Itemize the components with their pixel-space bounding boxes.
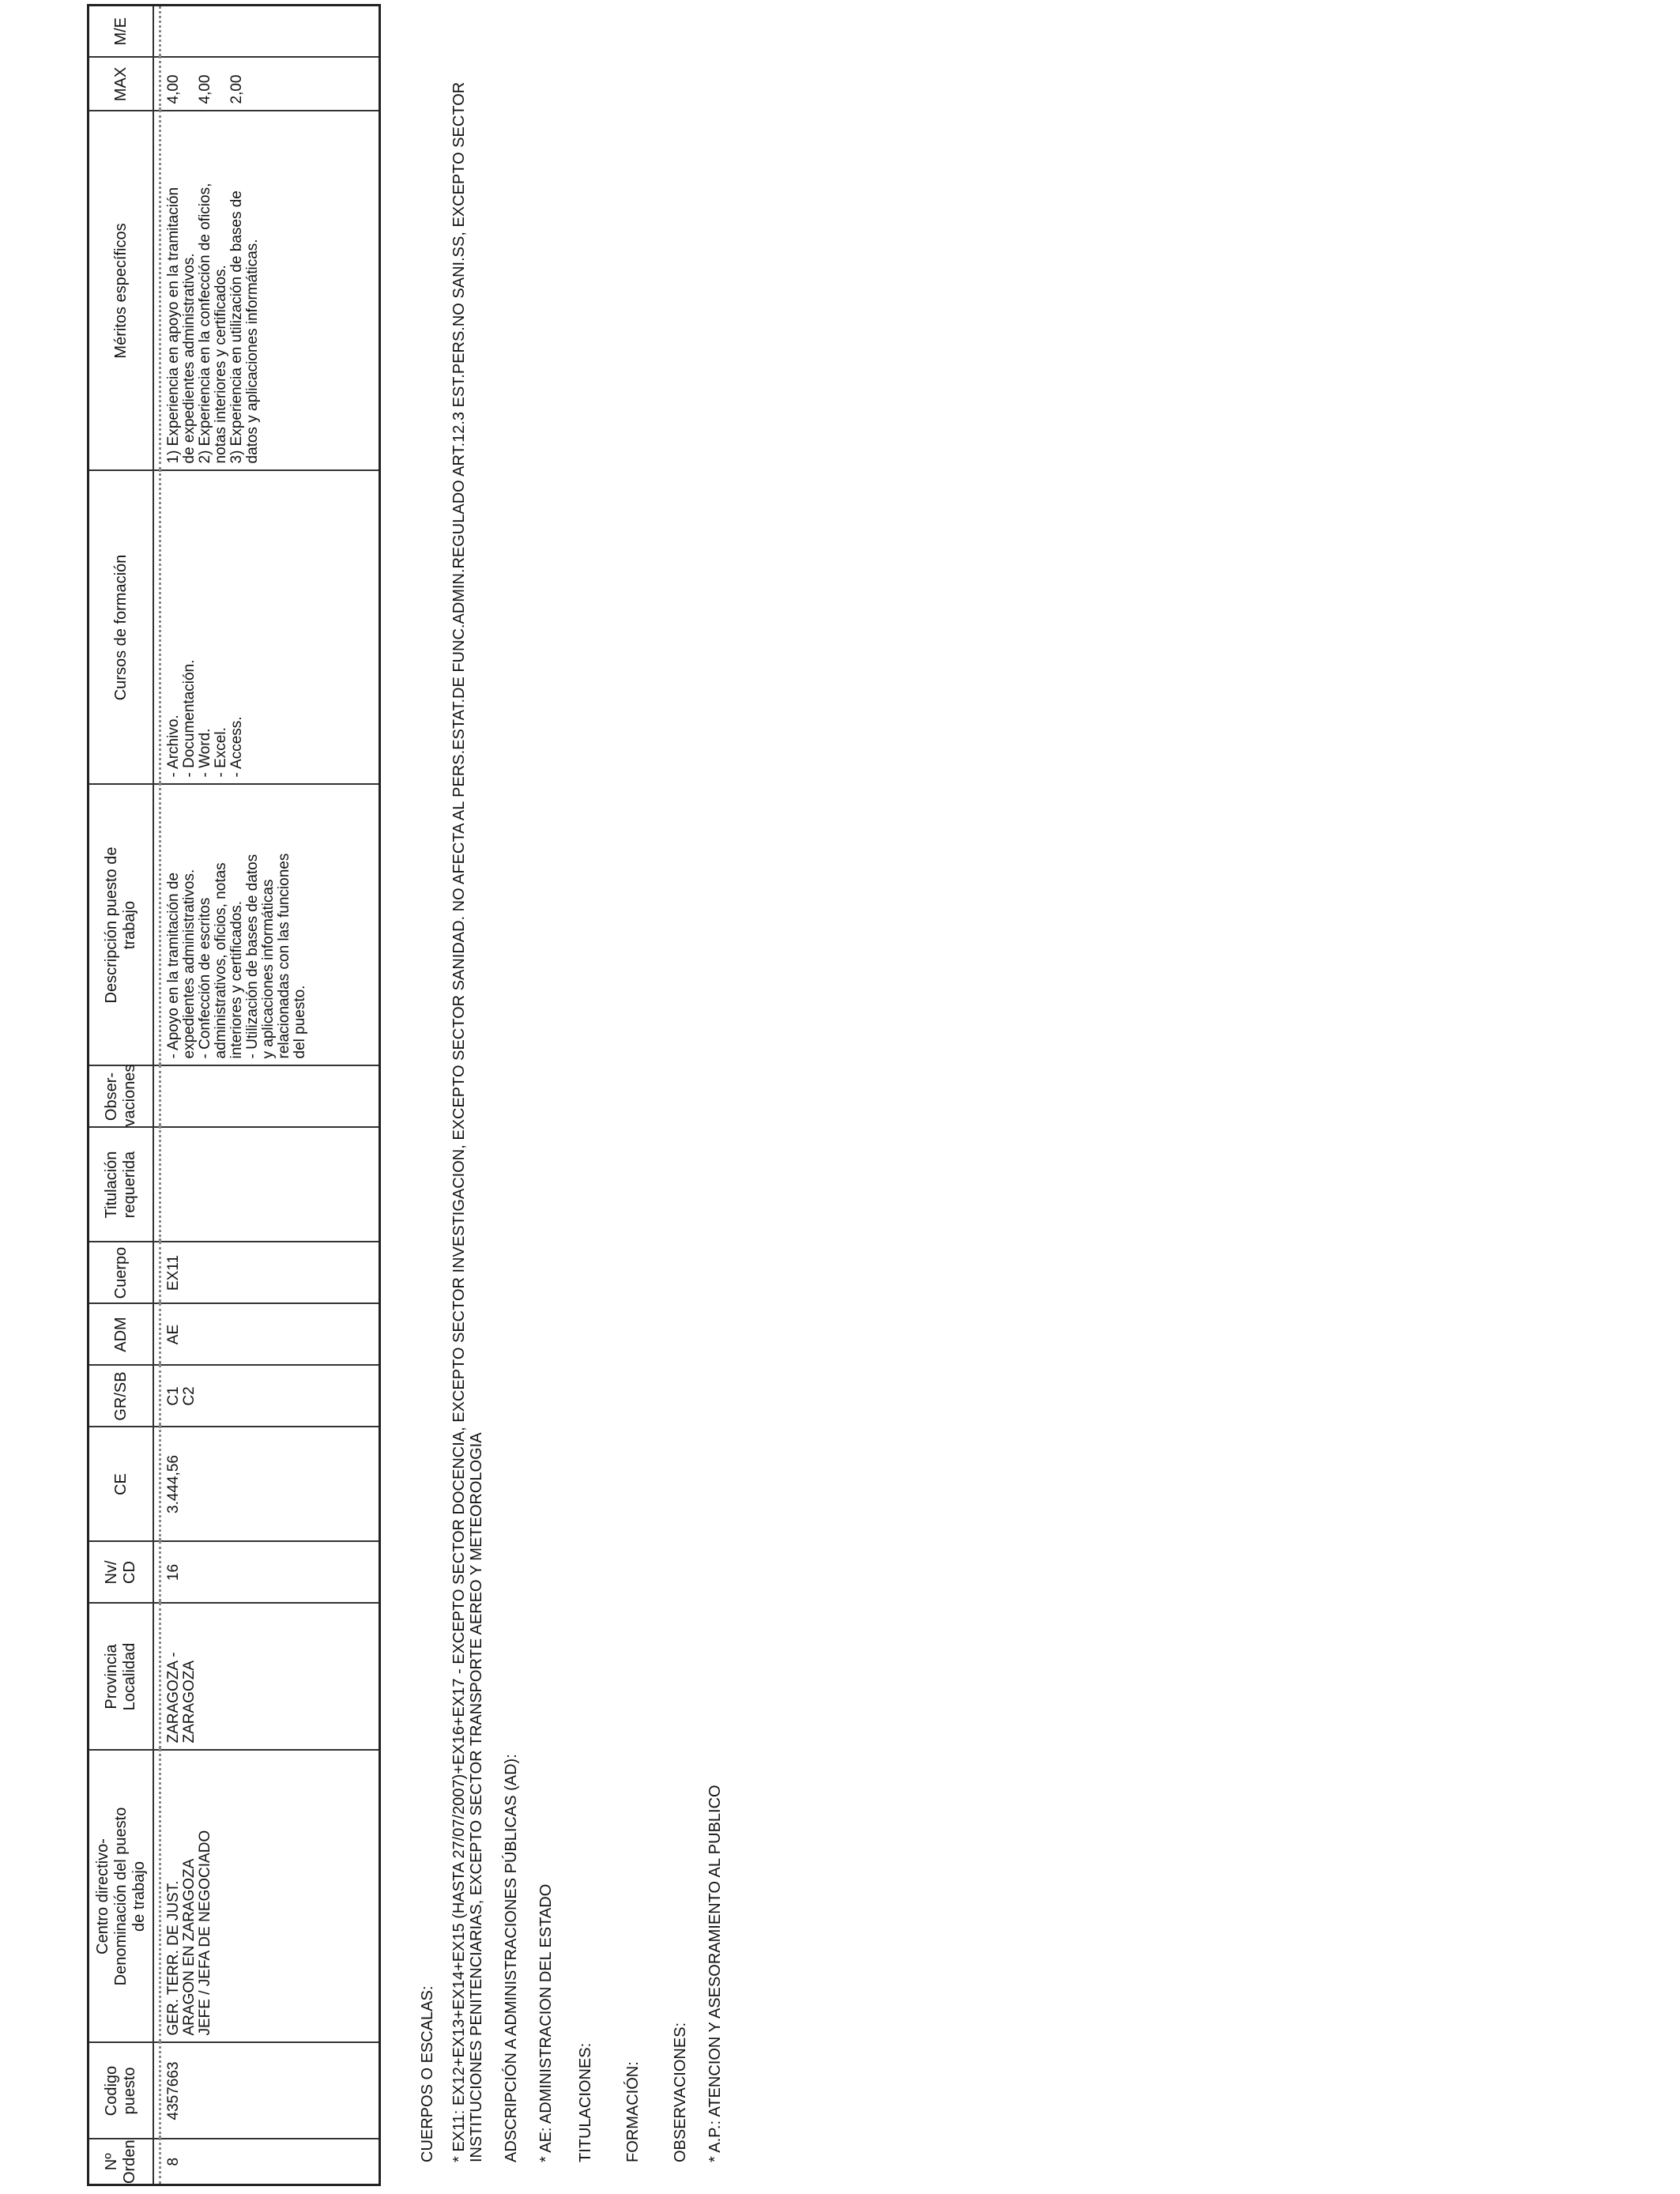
header-centro-directivo: Centro directivo- Denominación del puesto de trabajo xyxy=(89,1751,154,2043)
header-adm: ADM xyxy=(89,1304,154,1366)
cell-provincia-localidad: ZARAGOZA - ZARAGOZA xyxy=(160,1604,380,1751)
cell-nivel-cd: 16 xyxy=(160,1542,380,1604)
cell-me xyxy=(160,6,380,58)
adscripcion-heading: ADSCRIPCIÓN A ADMINISTRACIONES PÚBLICAS (AD): xyxy=(503,1754,520,2162)
titulaciones-heading: TITULACIONES: xyxy=(577,2042,594,2162)
table-spacer-row xyxy=(153,6,160,2185)
header-max: MAX xyxy=(89,58,154,111)
cell-ce: 3.444,56 xyxy=(160,1427,380,1542)
cell-descripcion: - Apoyo en la tramitación de expedientes administrativos. - Confección de escritos administrativos, oficios, notas interiores y certificados. - Utilización de bases de datos y aplicaciones informáticas relacionadas con las funciones del puesto. xyxy=(160,785,380,1066)
cell-meritos: 1) Experiencia en apoyo en la tramitación de expedientes administrativos. 2) Experiencia en la confección de oficios, notas interiores y certificados. 3) Experiencia en utilización de bases de datos y aplicaciones informáticas. xyxy=(160,111,380,471)
cell-codigo-puesto: 4357663 xyxy=(160,2043,380,2139)
header-observaciones: Obser- vaciones xyxy=(89,1066,154,1128)
cuerpos-text: * EX11: EX12+EX13+EX14+EX15 (HASTA 27/07/2007)+EX16+EX17 - EXCEPTO SECTOR DOCENCIA, EXCEPTO SECTOR INVESTIGACION, EXCEPTO SECTOR SANIDAD. NO AFECTA AL PERS.ESTAT.DE FUNC.ADMIN.REGULADO ART.12.3 EST.PERS.NO SANI.SS, EXCEPTO SECTOR INSTITUCIONES PENITENCIARIAS, EXCEPTO SECTOR TRANSPORTE AEREO Y METEOROLOGIA xyxy=(450,81,485,2162)
header-n-orden: Nº Orden xyxy=(89,2139,154,2185)
cell-max: 4,00 4,00 2,00 xyxy=(160,58,380,111)
footnotes xyxy=(419,82,741,2162)
header-nivel-cd: Nv/ CD xyxy=(89,1542,154,1604)
positions-table xyxy=(87,4,381,2186)
cell-cuerpo: EX11 xyxy=(160,1242,380,1304)
cuerpos-heading: CUERPOS O ESCALAS: xyxy=(419,1985,436,2162)
header-me: M/E xyxy=(89,6,154,58)
cell-gr-sb: C1 C2 xyxy=(160,1366,380,1427)
header-ce: CE xyxy=(89,1427,154,1542)
header-cursos: Cursos de formación xyxy=(89,471,154,785)
cell-observaciones xyxy=(160,1066,380,1128)
observaciones-text: * A.P.: ATENCION Y ASESORAMIENTO AL PUBLICO xyxy=(706,1785,724,2162)
header-provincia-localidad: Provincia Localidad xyxy=(89,1604,154,1751)
header-gr-sb: GR/SB xyxy=(89,1366,154,1427)
cell-n-orden: 8 xyxy=(160,2139,380,2185)
formacion-heading: FORMACIÓN: xyxy=(624,2061,642,2162)
observaciones-heading: OBSERVACIONES: xyxy=(672,2022,689,2162)
cell-titulacion xyxy=(160,1128,380,1242)
header-cuerpo: Cuerpo xyxy=(89,1242,154,1304)
header-descripcion: Descripción puesto de trabajo xyxy=(89,785,154,1066)
cell-cursos: - Archivo. - Documentación. - Word. - Excel. - Access. xyxy=(160,471,380,785)
table-row xyxy=(160,6,380,2185)
cell-adm: AE xyxy=(160,1304,380,1366)
header-meritos: Méritos específicos xyxy=(89,111,154,471)
table-header-row xyxy=(89,6,154,2185)
header-titulacion: Titulación requerida xyxy=(89,1128,154,1242)
cell-centro-directivo: GER. TERR. DE JUST. ARAGON EN ZARAGOZA JEFE / JEFA DE NEGOCIADO xyxy=(160,1751,380,2043)
adscripcion-text: * AE: ADMINISTRACION DEL ESTADO xyxy=(537,1883,555,2162)
header-codigo-puesto: Codigo puesto xyxy=(89,2043,154,2139)
